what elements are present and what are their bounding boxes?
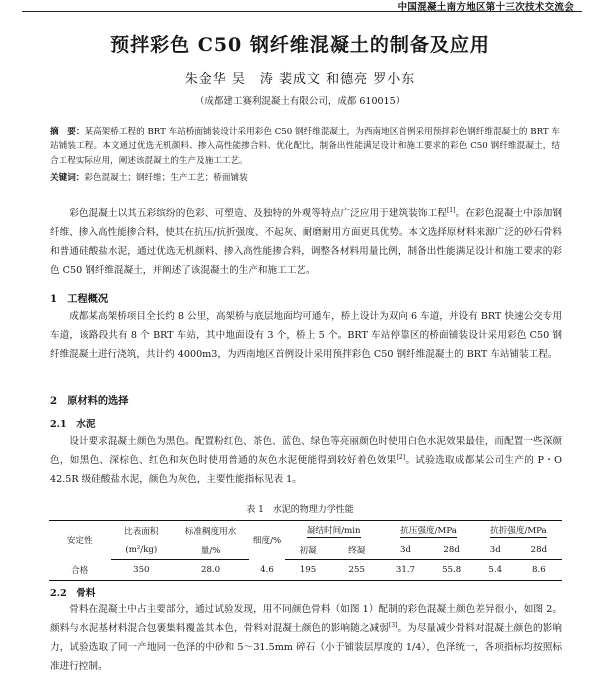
- header-surface-area-unit: (m²/kg): [111, 540, 173, 560]
- keywords-text: 彩色混凝土；钢纤维；生产工艺；桥面铺装: [84, 173, 248, 183]
- header-water-demand-unit: 量/%: [172, 540, 249, 560]
- affiliation: （成都建工赛利混凝土有限公司，成都 610015）: [194, 96, 406, 107]
- header-flexural-text: 抗折强度/MPa: [490, 525, 547, 536]
- keywords-label: 关键词：: [50, 173, 85, 183]
- keywords: [50, 171, 560, 183]
- section-heading-2-1: 2.1 水泥: [50, 419, 96, 430]
- table-caption: 表 1 水泥的物理力学性能: [246, 505, 354, 515]
- section-heading-2-2: 2.2 骨料: [50, 588, 96, 599]
- header-setting-time: [285, 521, 382, 541]
- table-cell: 255: [331, 560, 382, 581]
- header-setting-time-text: 凝结时间/min: [306, 525, 361, 536]
- header-compressive-3d: 3d: [382, 540, 428, 560]
- table-cell: 28.0: [172, 560, 249, 581]
- section21-paragraph: [50, 432, 562, 489]
- header-rule: [22, 11, 582, 12]
- header-final-set: 终凝: [331, 540, 382, 560]
- header-water-demand: 标准稠度用水: [172, 521, 249, 541]
- header-compressive: [382, 521, 474, 541]
- header-compressive-text: 抗压强度/MPa: [400, 525, 457, 536]
- section-heading-2: 2 原材料的选择: [50, 395, 129, 407]
- author-list: 朱金华 吴 涛 裴成文 和德亮 罗小东: [184, 72, 416, 87]
- section22-text: 骨料在混凝土中占主要部分，通过试验发现，用不同颜色骨料（如图 1）配制的彩色混凝土颜色差异很小，如图 2。颜料与水泥基材料混合包裹集料覆盖其本色，骨料对混凝土颜色的影响随之减弱: [50, 604, 562, 634]
- intro-text-cont: 。在彩色混凝土中添加钢纤维、掺入高性能掺合料，使其在抗压/抗折强度、不起灰、耐磨耐用方面更具优势。本文选择原材料来源广泛的砂石骨料和普通硅酸盐水泥，通过优选无机颜料、掺入高性能掺合料，调整各材料用量比例，制备出性能满足设计和施工要求的彩色 C50 钢纤维混凝土，并阐述了该混凝土的生产和施工工艺。: [50, 208, 563, 276]
- table-cell: 4.6: [249, 560, 285, 581]
- header-compressive-28d: 28d: [429, 540, 475, 560]
- citation-ref-2: [2]: [396, 453, 406, 461]
- header-initial-set: 初凝: [285, 540, 331, 560]
- section1-paragraph: 成都某高架桥项目全长约 8 公里，高架桥与底层地面均可通车，桥上设计为双向 6 车道，并设有 BRT 快速公交专用车道，该路段共有 8 个 BRT 车站，其中地面设有 3 个，桥上 5 个。BRT 车站停靠区的桥面铺装设计采用彩色 C50 钢纤维混凝土进行浇筑，共计约 4000m3，为西南地区首例设计采用预拌彩色 C50 钢纤维混凝土的 BRT 车站铺装工程。: [50, 311, 562, 360]
- header-fineness: 细度/%: [249, 521, 285, 560]
- intro-paragraph: [50, 204, 562, 280]
- section-heading-1: 1 工程概况: [50, 293, 109, 305]
- header-flexural-3d: 3d: [475, 540, 516, 560]
- table-cell: 350: [111, 560, 173, 581]
- header-surface-area: 比表面积: [111, 521, 173, 541]
- table-row: [49, 560, 562, 581]
- running-header: [0, 0, 600, 14]
- header-flexural: [475, 521, 562, 541]
- citation-ref-3: [3]: [388, 621, 398, 629]
- cement-properties-table: [49, 520, 562, 581]
- table-cell: 合格: [49, 560, 111, 581]
- header-soundness: 安定性: [49, 521, 111, 560]
- abstract: [50, 125, 560, 168]
- running-head-text: 中国混凝土南方地区第十三次技术交流会: [397, 2, 574, 13]
- section21-text-cont: 。试验选取成都某公司生产的 P・O 42.5R 级硅酸盐水泥，颜色为灰色，主要性能指标见表 1。: [50, 455, 563, 485]
- section22-paragraph: [50, 600, 562, 676]
- section22-text-cont: 。为尽量减少骨料对混凝土颜色的影响力，试验选取了同一产地同一色泽的中砂和 5～31.5mm 碎石（小于铺装层厚度的 1/4），色泽统一，各项指标均按照标准进行控制。: [50, 623, 563, 672]
- header-flexural-28d: 28d: [516, 540, 562, 560]
- table-cell: 31.7: [382, 560, 428, 581]
- paper-title: 预拌彩色 C50 钢纤维混凝土的制备及应用: [110, 34, 490, 56]
- citation-ref-1: [1]: [446, 206, 456, 214]
- table-cell: 8.6: [516, 560, 562, 581]
- table-cell: 55.8: [429, 560, 475, 581]
- section21-text: 设计要求混凝土颜色为黑色。配置粉红色、茶色、蓝色、绿色等亮丽颜色时使用白色水泥效果最佳，而配置一些深颜色，如黑色、深棕色、红色和灰色时使用普通的灰色水泥便能得到较好着色效果: [50, 436, 562, 466]
- intro-text: 彩色混凝土以其五彩缤纷的色彩、可塑造、及独特的外观等特点广泛应用于建筑装饰工程: [69, 208, 447, 219]
- abstract-text: 某高架桥工程的 BRT 车站桥面铺装设计采用彩色 C50 钢纤维混凝土，为西南地区首例采用预拌彩色钢纤维混凝土的 BRT 车站铺装工程。本文通过优选无机颜料、掺入高性能掺合料、优化配比，制备出性能满足设计和施工要求的彩色 C50 钢纤维混凝土，结合工程实际应用，阐述该混凝土的生产及施工工艺。: [50, 127, 560, 166]
- table-cell: 5.4: [475, 560, 516, 581]
- abstract-label: 摘 要：: [50, 127, 85, 137]
- table-cell: 195: [285, 560, 331, 581]
